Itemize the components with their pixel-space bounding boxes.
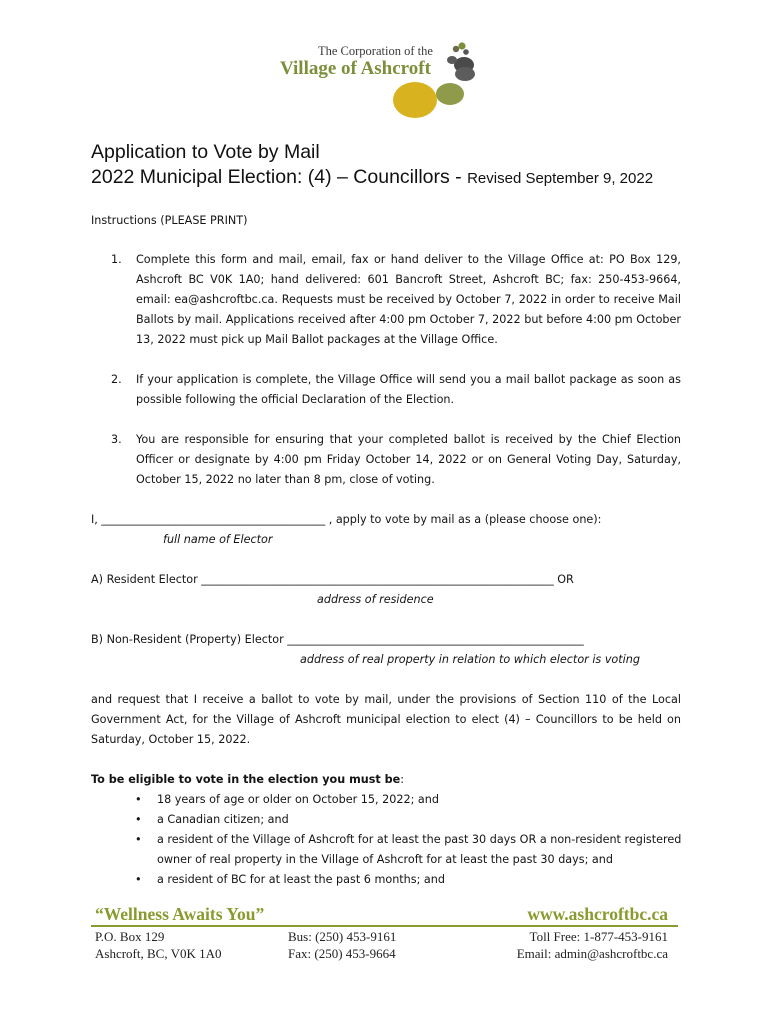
step-number: 1. bbox=[111, 253, 122, 266]
instructions-heading: Instructions (PLEASE PRINT) bbox=[91, 214, 248, 227]
logo-corporation-text: The Corporation of the bbox=[318, 44, 433, 58]
form-title: Application to Vote by Mail bbox=[91, 141, 320, 163]
eligibility-item bbox=[91, 870, 691, 890]
instruction-steps bbox=[91, 250, 681, 490]
footer-email[interactable]: Email: admin@ashcroftbc.ca bbox=[516, 946, 668, 961]
bullet-icon: • bbox=[135, 873, 142, 886]
step-text: Complete this form and mail, email, fax or hand deliver to the Village Office at: PO Box 129, Ashcroft BC V0K 1A0; hand delivered: 601 Bancroft Street, Ashcroft BC; fax: 250-453-9664, email: ea@ashcroftbc.ca. Requests must be received by October 7, 2022 in order to receive Mail Ballots by mail. Applications received after 4:00 pm October 7, 2022 but before 4:00 pm October 13, 2022 must pick up Mail Ballot packages at the Village Office. bbox=[136, 253, 681, 346]
step-number: 3. bbox=[111, 433, 122, 446]
eligibility-item bbox=[91, 830, 691, 870]
footer-slogan: “Wellness Awaits You” bbox=[95, 904, 265, 924]
footer-phone: Bus: (250) 453-9161 bbox=[288, 929, 397, 944]
footer-phone-fax bbox=[288, 928, 396, 962]
eligibility-item-text: a Canadian citizen; and bbox=[157, 813, 289, 826]
eligibility-heading-colon: : bbox=[400, 773, 404, 786]
bullet-icon: • bbox=[135, 833, 142, 846]
instruction-step bbox=[91, 250, 681, 350]
footer-city: Ashcroft, BC, V0K 1A0 bbox=[95, 946, 222, 961]
step-text: You are responsible for ensuring that your completed ballot is received by the Chief Election Officer or designate by 4:00 pm Friday October 14, 2022 or on General Voting Day, Saturday, October 15, 2022 no later than 8 pm, close of voting. bbox=[136, 433, 681, 486]
nonresident-property-caption: address of real property in relation to which elector is voting bbox=[300, 653, 640, 666]
request-paragraph: and request that I receive a ballot to vote by mail, under the provisions of Section 110 of the Local Government Act, for the Village of Ashcroft municipal election to elect (4) – Councillors to be held on Saturday, October 15, 2022. bbox=[91, 693, 681, 746]
footer-website-link[interactable]: www.ashcroftbc.ca bbox=[527, 904, 668, 924]
form-subtitle bbox=[91, 166, 653, 189]
instruction-step bbox=[91, 430, 681, 490]
resident-address-caption: address of residence bbox=[317, 593, 434, 606]
footer-address bbox=[95, 928, 222, 962]
eligibility-heading-text: To be eligible to vote in the election you must be bbox=[91, 773, 401, 786]
bullet-icon: • bbox=[135, 793, 142, 806]
elector-name-caption: full name of Elector bbox=[163, 533, 273, 546]
instruction-step bbox=[91, 370, 681, 410]
bullet-icon: • bbox=[135, 813, 142, 826]
footer-toll-free: Toll Free: 1-877-453-9161 bbox=[529, 929, 668, 944]
eligibility-list bbox=[91, 790, 691, 890]
nonresident-elector-line[interactable]: B) Non-Resident (Property) Elector _____________________________________________________ bbox=[91, 633, 584, 646]
eligibility-item-text: a resident of BC for at least the past 6 months; and bbox=[157, 873, 445, 886]
step-number: 2. bbox=[111, 373, 122, 386]
elector-name-line[interactable]: I, ________________________________________ , apply to vote by mail as a (please choose one): bbox=[91, 513, 602, 526]
logo-village-name: Village of Ashcroft bbox=[280, 58, 431, 79]
eligibility-heading bbox=[91, 770, 404, 790]
subtitle-main: 2022 Municipal Election: (4) – Councillors - bbox=[91, 166, 468, 188]
footer-divider bbox=[91, 925, 678, 927]
eligibility-item bbox=[91, 810, 691, 830]
footer-contact bbox=[517, 928, 668, 962]
revision-date: Revised September 9, 2022 bbox=[467, 170, 654, 187]
resident-elector-line[interactable]: A) Resident Elector _______________________________________________________________ OR bbox=[91, 573, 574, 586]
eligibility-item bbox=[91, 790, 691, 810]
village-logo bbox=[274, 40, 484, 122]
footer-fax: Fax: (250) 453-9664 bbox=[288, 946, 396, 961]
step-text: If your application is complete, the Village Office will send you a mail ballot package as soon as possible following the official Declaration of the Election. bbox=[136, 373, 681, 406]
footer-po-box: P.O. Box 129 bbox=[95, 929, 165, 944]
eligibility-item-text: a resident of the Village of Ashcroft for at least the past 30 days OR a non-resident registered owner of real property in the Village of Ashcroft for at least the past 30 days; and bbox=[157, 833, 682, 866]
eligibility-item-text: 18 years of age or older on October 15, 2022; and bbox=[157, 793, 439, 806]
